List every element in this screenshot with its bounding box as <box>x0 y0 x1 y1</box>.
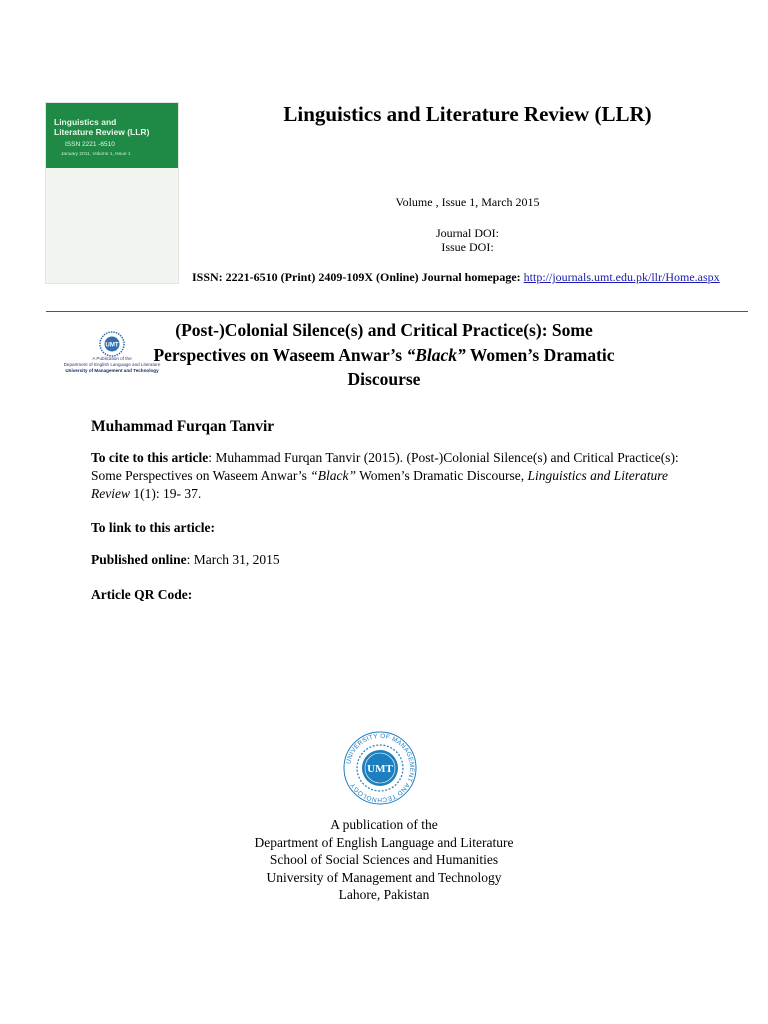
cover-pub-line3: University of Management and Technology <box>65 368 159 373</box>
umt-seal-logo <box>342 730 418 806</box>
journal-cover-image <box>46 103 178 373</box>
volume-line: Volume , Issue 1, March 2015 <box>395 195 540 209</box>
article-title-line1: (Post-)Colonial Silence(s) and Critical Practice(s): Some <box>175 320 593 340</box>
cite-italic: “Black” <box>310 468 356 483</box>
published-value: : March 31, 2015 <box>186 552 280 567</box>
publisher-line5: Lahore, Pakistan <box>338 887 430 902</box>
cite-text: Women’s Dramatic Discourse, <box>356 468 528 483</box>
cover-seal-text: UMT <box>105 342 119 349</box>
title-italic-part: “Black” <box>406 344 466 365</box>
publisher-line2: Department of English Language and Literature <box>254 834 514 850</box>
journal-homepage-link[interactable]: http://journals.umt.edu.pk/llr/Home.aspx <box>523 270 720 284</box>
journal-title: Linguistics and Literature Review (LLR) <box>283 102 652 126</box>
header-divider <box>46 311 748 312</box>
cover-title <box>54 117 172 137</box>
article-title <box>60 318 708 392</box>
publisher-line3: School of Social Sciences and Humanities <box>269 852 499 867</box>
cite-text: : Muhammad Furqan Tanvir (2015). (Post-)Colonial Silence(s) and Critical Practice(s): Some Perspectives on Waseem Anwar’s <box>91 450 679 483</box>
issue-doi: Issue DOI: <box>441 240 494 254</box>
cover-issn: ISSN 2221 -6510 <box>65 141 115 148</box>
cover-title-line2: Literature Review (LLR) <box>54 127 150 137</box>
cover-title-line1: Linguistics and <box>54 117 117 127</box>
cite-label: To cite to this article <box>91 450 209 465</box>
article-title-line3: Discourse <box>347 369 421 389</box>
published-online <box>91 552 280 568</box>
citation-block <box>91 449 691 503</box>
seal-center-text: UMT <box>367 763 393 775</box>
cover-date: January 2011, Volume 1, Issue 1 <box>61 152 131 157</box>
journal-doi: Journal DOI: <box>436 226 499 240</box>
title-part: Women’s Dramatic <box>465 344 615 365</box>
cite-text: 1(1): 19- 37. <box>129 486 202 501</box>
author-name: Muhammad Furqan Tanvir <box>91 418 275 435</box>
title-part: Perspectives on Waseem Anwar’s <box>153 344 407 365</box>
issn-label: ISSN: 2221-6510 (Print) 2409-109X (Online) Journal homepage: <box>192 270 521 284</box>
article-title-line2 <box>60 343 708 368</box>
qr-code-label: Article QR Code: <box>91 587 193 602</box>
cover-pub-line2: Department of English Language and Literature <box>63 362 161 367</box>
publisher-line4: University of Management and Technology <box>266 869 502 885</box>
link-label: To link to this article: <box>91 520 216 535</box>
published-label: Published online <box>91 552 187 567</box>
seal-ring-text: UNIVERSITY OF MANAGEMENT AND TECHNOLOGY <box>345 732 416 804</box>
publisher-line1: A publication of the <box>330 817 438 832</box>
cite-journal: Linguistics and Literature Review <box>91 468 669 501</box>
publisher-block <box>184 816 584 904</box>
cover-pub-line1: A Publication of the <box>92 356 132 361</box>
issn-line <box>192 270 720 285</box>
